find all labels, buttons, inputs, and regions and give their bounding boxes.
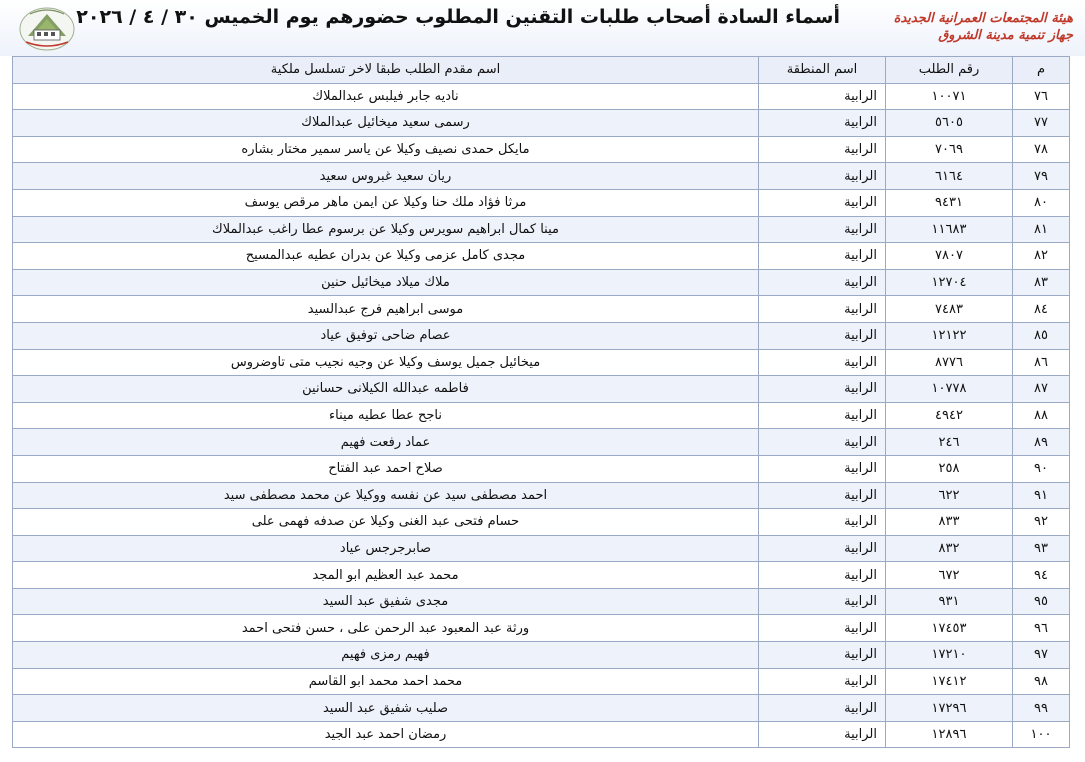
cell-request-number: ١٠٠٧١ (886, 83, 1013, 110)
table-row (13, 322, 1070, 349)
table-row (13, 562, 1070, 589)
cell-area: الرابية (759, 269, 886, 296)
cell-applicant-name: مجدى كامل عزمى وكيلا عن بدران عطيه عبدالمسيح (13, 243, 759, 270)
cell-number: ١٠٠ (1013, 721, 1070, 748)
cell-request-number: ٧٨٠٧ (886, 243, 1013, 270)
cell-number: ٧٦ (1013, 83, 1070, 110)
cell-applicant-name: رسمى سعيد ميخائيل عبدالملاك (13, 110, 759, 137)
cell-request-number: ١١٦٨٣ (886, 216, 1013, 243)
cell-area: الرابية (759, 296, 886, 323)
cell-applicant-name: مايكل حمدى نصيف وكيلا عن ياسر سمير مختار بشاره (13, 136, 759, 163)
cell-area: الرابية (759, 509, 886, 536)
cell-request-number: ٨٧٧٦ (886, 349, 1013, 376)
cell-applicant-name: احمد مصطفى سيد عن نفسه ووكيلا عن محمد مصطفى سيد (13, 482, 759, 509)
cell-request-number: ٧٠٦٩ (886, 136, 1013, 163)
cell-request-number: ١٧٢٩٦ (886, 695, 1013, 722)
cell-area: الرابية (759, 721, 886, 748)
cell-area: الرابية (759, 110, 886, 137)
cell-area: الرابية (759, 322, 886, 349)
page-header (0, 0, 1085, 56)
table-row (13, 163, 1070, 190)
cell-request-number: ٦٧٢ (886, 562, 1013, 589)
cell-area: الرابية (759, 455, 886, 482)
cell-number: ٩٠ (1013, 455, 1070, 482)
table-row (13, 668, 1070, 695)
cell-applicant-name: فهيم رمزى فهيم (13, 642, 759, 669)
cell-number: ٧٧ (1013, 110, 1070, 137)
table-row (13, 83, 1070, 110)
cell-number: ٧٩ (1013, 163, 1070, 190)
cell-number: ٨٩ (1013, 429, 1070, 456)
cell-area: الرابية (759, 349, 886, 376)
cell-number: ٩٢ (1013, 509, 1070, 536)
cell-applicant-name: حسام فتحى عبد الغنى وكيلا عن صدفه فهمى على (13, 509, 759, 536)
table-row (13, 429, 1070, 456)
table-row (13, 482, 1070, 509)
table-row (13, 695, 1070, 722)
cell-applicant-name: عماد رفعت فهيم (13, 429, 759, 456)
applicants-table (12, 56, 1070, 748)
cell-applicant-name: موسى ابراهيم فرج عبدالسيد (13, 296, 759, 323)
cell-applicant-name: ناديه جابر فيلبس عبدالملاك (13, 83, 759, 110)
cell-request-number: ١٧٤١٢ (886, 668, 1013, 695)
table-row (13, 243, 1070, 270)
cell-number: ٨٤ (1013, 296, 1070, 323)
organization-name (853, 10, 1073, 44)
cell-applicant-name: صلاح احمد عبد الفتاح (13, 455, 759, 482)
cell-area: الرابية (759, 642, 886, 669)
table-row (13, 642, 1070, 669)
cell-applicant-name: صليب شفيق عبد السيد (13, 695, 759, 722)
cell-area: الرابية (759, 136, 886, 163)
cell-number: ٨٠ (1013, 189, 1070, 216)
cell-number: ٨٣ (1013, 269, 1070, 296)
cell-request-number: ٥٦٠٥ (886, 110, 1013, 137)
cell-request-number: ٩٣١ (886, 588, 1013, 615)
cell-request-number: ١٢١٢٢ (886, 322, 1013, 349)
cell-applicant-name: مرثا فؤاد ملك حنا وكيلا عن ايمن ماهر مرقص يوسف (13, 189, 759, 216)
cell-request-number: ٢٥٨ (886, 455, 1013, 482)
cell-applicant-name: ميخائيل جميل يوسف وكيلا عن وجيه نجيب متى تاوضروس (13, 349, 759, 376)
table-row (13, 721, 1070, 748)
header-request-number: رقم الطلب (886, 57, 1013, 84)
cell-area: الرابية (759, 163, 886, 190)
cell-number: ٩٤ (1013, 562, 1070, 589)
cell-number: ٩٥ (1013, 588, 1070, 615)
table-row (13, 349, 1070, 376)
cell-number: ٨٧ (1013, 376, 1070, 403)
table-row (13, 509, 1070, 536)
cell-number: ٨٦ (1013, 349, 1070, 376)
cell-request-number: ١٠٧٧٨ (886, 376, 1013, 403)
table-row (13, 110, 1070, 137)
cell-applicant-name: عصام ضاحى توفيق عياد (13, 322, 759, 349)
cell-number: ٨٨ (1013, 402, 1070, 429)
cell-applicant-name: ورثة عبد المعبود عبد الرحمن على ، حسن فتحى احمد (13, 615, 759, 642)
cell-applicant-name: ملاك ميلاد ميخائيل حنين (13, 269, 759, 296)
cell-request-number: ١٢٧٠٤ (886, 269, 1013, 296)
cell-area: الرابية (759, 429, 886, 456)
table-row (13, 376, 1070, 403)
cell-request-number: ٩٤٣١ (886, 189, 1013, 216)
table-row (13, 189, 1070, 216)
org-line-1: هيئة المجتمعات العمرانية الجديدة (893, 11, 1073, 26)
cell-area: الرابية (759, 243, 886, 270)
cell-request-number: ٨٣٣ (886, 509, 1013, 536)
authority-logo-icon (18, 6, 76, 52)
cell-applicant-name: ريان سعيد غبروس سعيد (13, 163, 759, 190)
cell-applicant-name: فاطمه عبدالله الكيلانى حسانين (13, 376, 759, 403)
cell-applicant-name: مينا كمال ابراهيم سويرس وكيلا عن برسوم عطا راغب عبدالملاك (13, 216, 759, 243)
table-row (13, 269, 1070, 296)
cell-number: ٩١ (1013, 482, 1070, 509)
cell-request-number: ٨٣٢ (886, 535, 1013, 562)
header-area: اسم المنطقة (759, 57, 886, 84)
cell-number: ٧٨ (1013, 136, 1070, 163)
cell-number: ٨٥ (1013, 322, 1070, 349)
table-row (13, 535, 1070, 562)
cell-request-number: ١٢٨٩٦ (886, 721, 1013, 748)
cell-area: الرابية (759, 562, 886, 589)
cell-area: الرابية (759, 402, 886, 429)
cell-number: ٩٣ (1013, 535, 1070, 562)
cell-number: ٩٧ (1013, 642, 1070, 669)
cell-applicant-name: محمد عبد العظيم ابو المجد (13, 562, 759, 589)
cell-request-number: ٦٢٢ (886, 482, 1013, 509)
table-row (13, 216, 1070, 243)
cell-request-number: ١٧٢١٠ (886, 642, 1013, 669)
cell-area: الرابية (759, 668, 886, 695)
cell-applicant-name: صابرجرجس عياد (13, 535, 759, 562)
cell-number: ٨٢ (1013, 243, 1070, 270)
header-applicant-name: اسم مقدم الطلب طبقا لاخر تسلسل ملكية (13, 57, 759, 84)
cell-area: الرابية (759, 615, 886, 642)
page-title: أسماء السادة أصحاب طلبات التقنين المطلوب حضورهم يوم الخميس ٣٠ / ٤ / ٢٠٢٦ (76, 6, 840, 28)
table-row (13, 136, 1070, 163)
cell-number: ٩٨ (1013, 668, 1070, 695)
cell-applicant-name: مجدى شفيق عبد السيد (13, 588, 759, 615)
table-row (13, 455, 1070, 482)
cell-request-number: ٧٤٨٣ (886, 296, 1013, 323)
cell-area: الرابية (759, 83, 886, 110)
cell-applicant-name: محمد احمد محمد ابو القاسم (13, 668, 759, 695)
cell-applicant-name: ناجح عطا عطيه ميناء (13, 402, 759, 429)
table-row (13, 296, 1070, 323)
cell-area: الرابية (759, 482, 886, 509)
cell-area: الرابية (759, 376, 886, 403)
header-number: م (1013, 57, 1070, 84)
cell-request-number: ٤٩٤٢ (886, 402, 1013, 429)
cell-applicant-name: رمضان احمد عبد الجيد (13, 721, 759, 748)
table-row (13, 615, 1070, 642)
cell-request-number: ١٧٤٥٣ (886, 615, 1013, 642)
table-header-row (13, 57, 1070, 84)
cell-area: الرابية (759, 189, 886, 216)
cell-area: الرابية (759, 216, 886, 243)
org-line-2: جهاز تنمية مدينة الشروق (938, 28, 1073, 43)
table-row (13, 402, 1070, 429)
cell-number: ٨١ (1013, 216, 1070, 243)
cell-area: الرابية (759, 535, 886, 562)
cell-area: الرابية (759, 588, 886, 615)
table-row (13, 588, 1070, 615)
cell-request-number: ٦١٦٤ (886, 163, 1013, 190)
cell-request-number: ٢٤٦ (886, 429, 1013, 456)
cell-area: الرابية (759, 695, 886, 722)
cell-number: ٩٦ (1013, 615, 1070, 642)
cell-number: ٩٩ (1013, 695, 1070, 722)
